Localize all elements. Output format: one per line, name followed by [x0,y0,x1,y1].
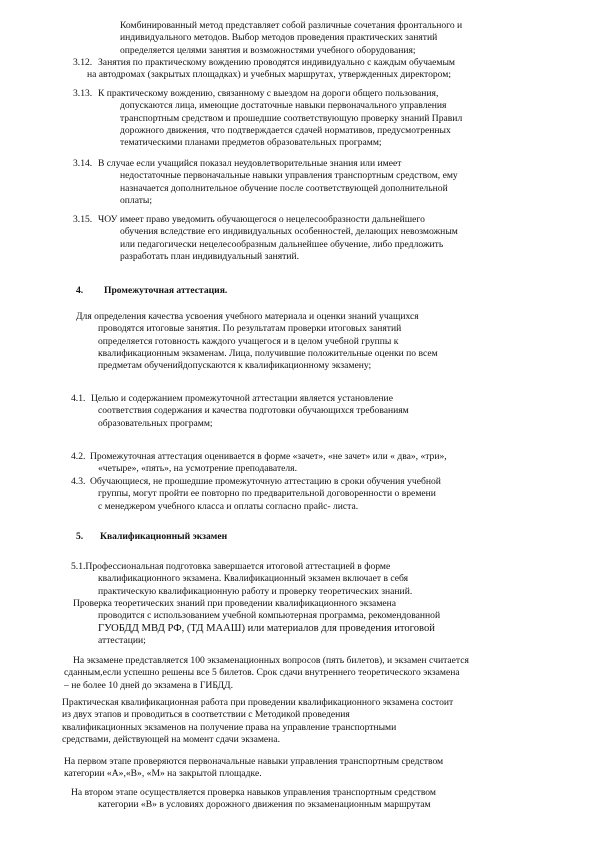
item-3-15-text: ЧОУ имеет право уведомить обучающегося о нецелесообразности дальнейшего обучения вследствие его индивидуальных особенностей, делающих невозможным или педагогически нецелесообразным дальнейшее обучение, либо предложить разработать план индивидуальный занятий. [98,214,458,262]
item-number: 3.15. [73,214,93,225]
item-3-12-text: Занятия по практическому вождению проводятся индивидуально с каждым обучаемым на автодромах (закрытых площадках) и учебных маршрутах, утвержденных директором; [87,57,456,81]
item-4-1-text: Целью и содержанием промежуточной аттестации является установление соответствия содержания и качества подготовки обучающихся требованиям образовательных программ; [91,393,409,429]
practical-work-paragraph: Практическая квалификационная работа при проведении квалификационного экзамена состоит из двух этапов и проводиться в соответствии с Методикой проведения квалификационных экзаменов на получение права на управление транспортными средствами, действующей на момент сдачи экзамена. [62,697,454,745]
section-5-title: Квалификационный экзамен [100,531,228,542]
combined-method-paragraph: Комбинированный метод представляет собой различные сочетания фронтального и индивидуального методов. Выбор методов проведения практических занятий определяется целями занятия и возможностями учебного оборудования; [120,20,463,56]
second-stage-paragraph: На втором этапе осуществляется проверка навыков управления транспортным средством категории «В» в условиях дорожного движения по экзаменационным маршрутам [71,787,436,811]
item-4-3-text: Обучающиеся, не прошедшие промежуточную аттестацию в сроки обучения учебной группы, могут пройти ее повторно по предварительной договоренности о времени с менеджером учебного класса и оплаты согласно прайс- листа. [90,476,441,512]
item-3-14-text: В случае если учащийся показал неудовлетворительные знания или имеет недостаточные первоначальные навыки управления транспортным средством, ему назначается дополнительное обучение после соответствующей дополнительной оплаты; [98,158,458,206]
section-4-intro: Для определения качества усвоения учебного материала и оценки знаний учащихся проводятся итоговые занятия. По результатам проверки итоговых занятий определяется готовность каждого учащегося и в целом учебной группы к квалификационным экзаменам. Лица, получившие положительные оценки по всем предметам обученийдопускаются к квалификационному экзамену; [76,311,438,372]
item-3-13-text: К практическому вождению, связанному с выездом на дороги общего пользования, допускаются лица, имеющие достаточные навыки первоначального управления транспортным средством и прошедшие соответствующую проверку знаний Правил дорожного движения, что подтверждается сдачей нормативов, предусмотренных тематическими планами предметов образовательных программ; [98,88,463,149]
item-number: 4.1. [71,393,86,404]
item-number: 4.3. [71,476,86,487]
theory-check-paragraph: Проверка теоретических знаний при проведении квалификационного экзамена проводится с использованием учебной компьютерная программа, рекомендованной ГУОБДД МВД РФ, (ТД МААШ) или материалов для проведения итоговой аттестации; [73,598,441,646]
item-number: 3.12. [73,57,93,68]
item-4-2-text: Промежуточная аттестация оценивается в форме «зачет», «не зачет» или « два», «три», «четыре», «пять», на усмотрение преподавателя. [90,451,447,475]
exam-questions-paragraph: На экзамене представляется 100 экзаменационных вопросов (пять билетов), и экзамен считается сданным,если успешно решены все 5 билетов. Срок сдачи внутреннего теоретического экзамена – не более 10 дней до экзамена в ГИБДД. [64,655,469,691]
first-stage-paragraph: На первом этапе проверяются первоначальные навыки управления транспортным средством категории «А»,«В», «М» на закрытой площадке. [64,756,444,780]
item-number: 3.14. [73,158,93,169]
item-number: 4.2. [71,451,86,462]
section-4-number: 4. [76,285,84,296]
item-number: 3.13. [73,88,93,99]
section-5-number: 5. [76,531,84,542]
item-5-1-text: 5.1.Профессиональная подготовка завершается итоговой аттестацией в форме квалификационного экзамена. Квалификационный экзамен включает в себя практическую квалификационную работу и проверку теоретических знаний. [71,561,413,597]
section-4-title: Промежуточная аттестация. [104,285,228,296]
